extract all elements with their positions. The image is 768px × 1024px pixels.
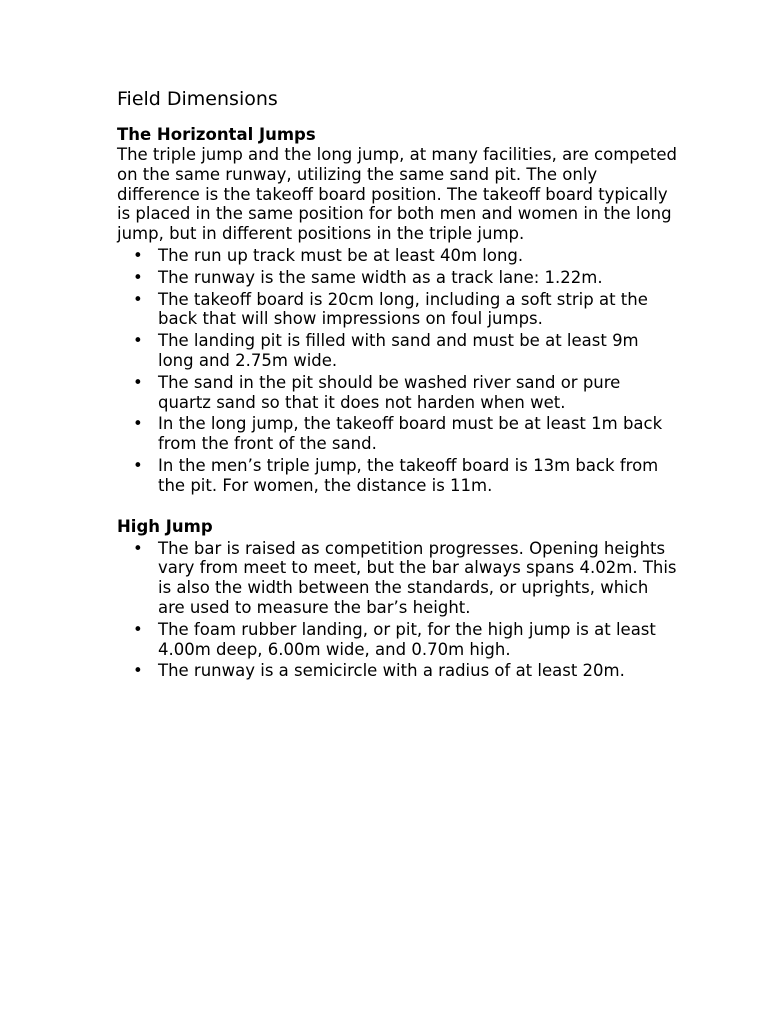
list-item-text: The sand in the pit should be washed river sand or pure quartz sand so that it does not harden when wet. — [158, 372, 621, 412]
list-item-text: The takeoff board is 20cm long, including a soft strip at the back that will show impressions on foul jumps. — [158, 289, 648, 329]
bullet-icon: • — [133, 331, 143, 351]
document-page — [117, 86, 677, 683]
list-item — [117, 268, 677, 288]
list-item — [117, 414, 677, 454]
list-item-text: The bar is raised as competition progresses. Opening heights vary from meet to meet, but the bar always spans 4.02m. This is also the width between the standards, or uprights, which are used to measure the bar’s height. — [158, 538, 677, 617]
list-item — [117, 620, 677, 660]
list-item-text: The run up track must be at least 40m long. — [158, 245, 524, 265]
bullet-icon: • — [133, 619, 143, 639]
list-item — [117, 290, 677, 330]
bullet-icon: • — [133, 372, 143, 392]
list-item-text: In the long jump, the takeoff board must be at least 1m back from the front of the sand. — [158, 414, 663, 454]
section-intro-paragraph: The triple jump and the long jump, at many facilities, are competed on the same runway, utilizing the same sand pit. The only difference is the takeoff board position. The takeoff board typically is placed in the same position for both men and women in the long jump, but in different positions in the triple jump. — [117, 145, 678, 244]
list-item-text: The landing pit is filled with sand and must be at least 9m long and 2.75m wide. — [158, 331, 639, 370]
list-item-text: In the men’s triple jump, the takeoff board is 13m back from the pit. For women, the distance is 11m. — [158, 455, 659, 495]
bullet-icon: • — [133, 661, 143, 681]
list-item-text: The foam rubber landing, or pit, for the high jump is at least 4.00m deep, 6.00m wide, and 0.70m high. — [158, 619, 656, 659]
list-item — [117, 246, 677, 266]
list-item-text: The runway is the same width as a track lane: 1.22m. — [158, 267, 603, 287]
page-title: Field Dimensions — [117, 88, 278, 110]
high-jump-list — [117, 539, 677, 682]
bullet-icon: • — [133, 289, 143, 309]
section-heading-high-jump: High Jump — [117, 516, 213, 536]
bullet-icon: • — [133, 245, 143, 265]
bullet-icon: • — [133, 538, 143, 558]
bullet-icon: • — [133, 414, 143, 434]
list-item — [117, 661, 677, 681]
bullet-icon: • — [133, 455, 143, 475]
list-item-text: The runway is a semicircle with a radius of at least 20m. — [158, 661, 625, 681]
list-item — [117, 331, 677, 371]
section-heading-horizontal-jumps: The Horizontal Jumps — [117, 125, 316, 144]
list-item — [117, 456, 677, 496]
horizontal-jumps-list — [117, 246, 677, 496]
list-item — [117, 539, 677, 618]
bullet-icon: • — [133, 267, 143, 287]
list-item — [117, 373, 677, 413]
